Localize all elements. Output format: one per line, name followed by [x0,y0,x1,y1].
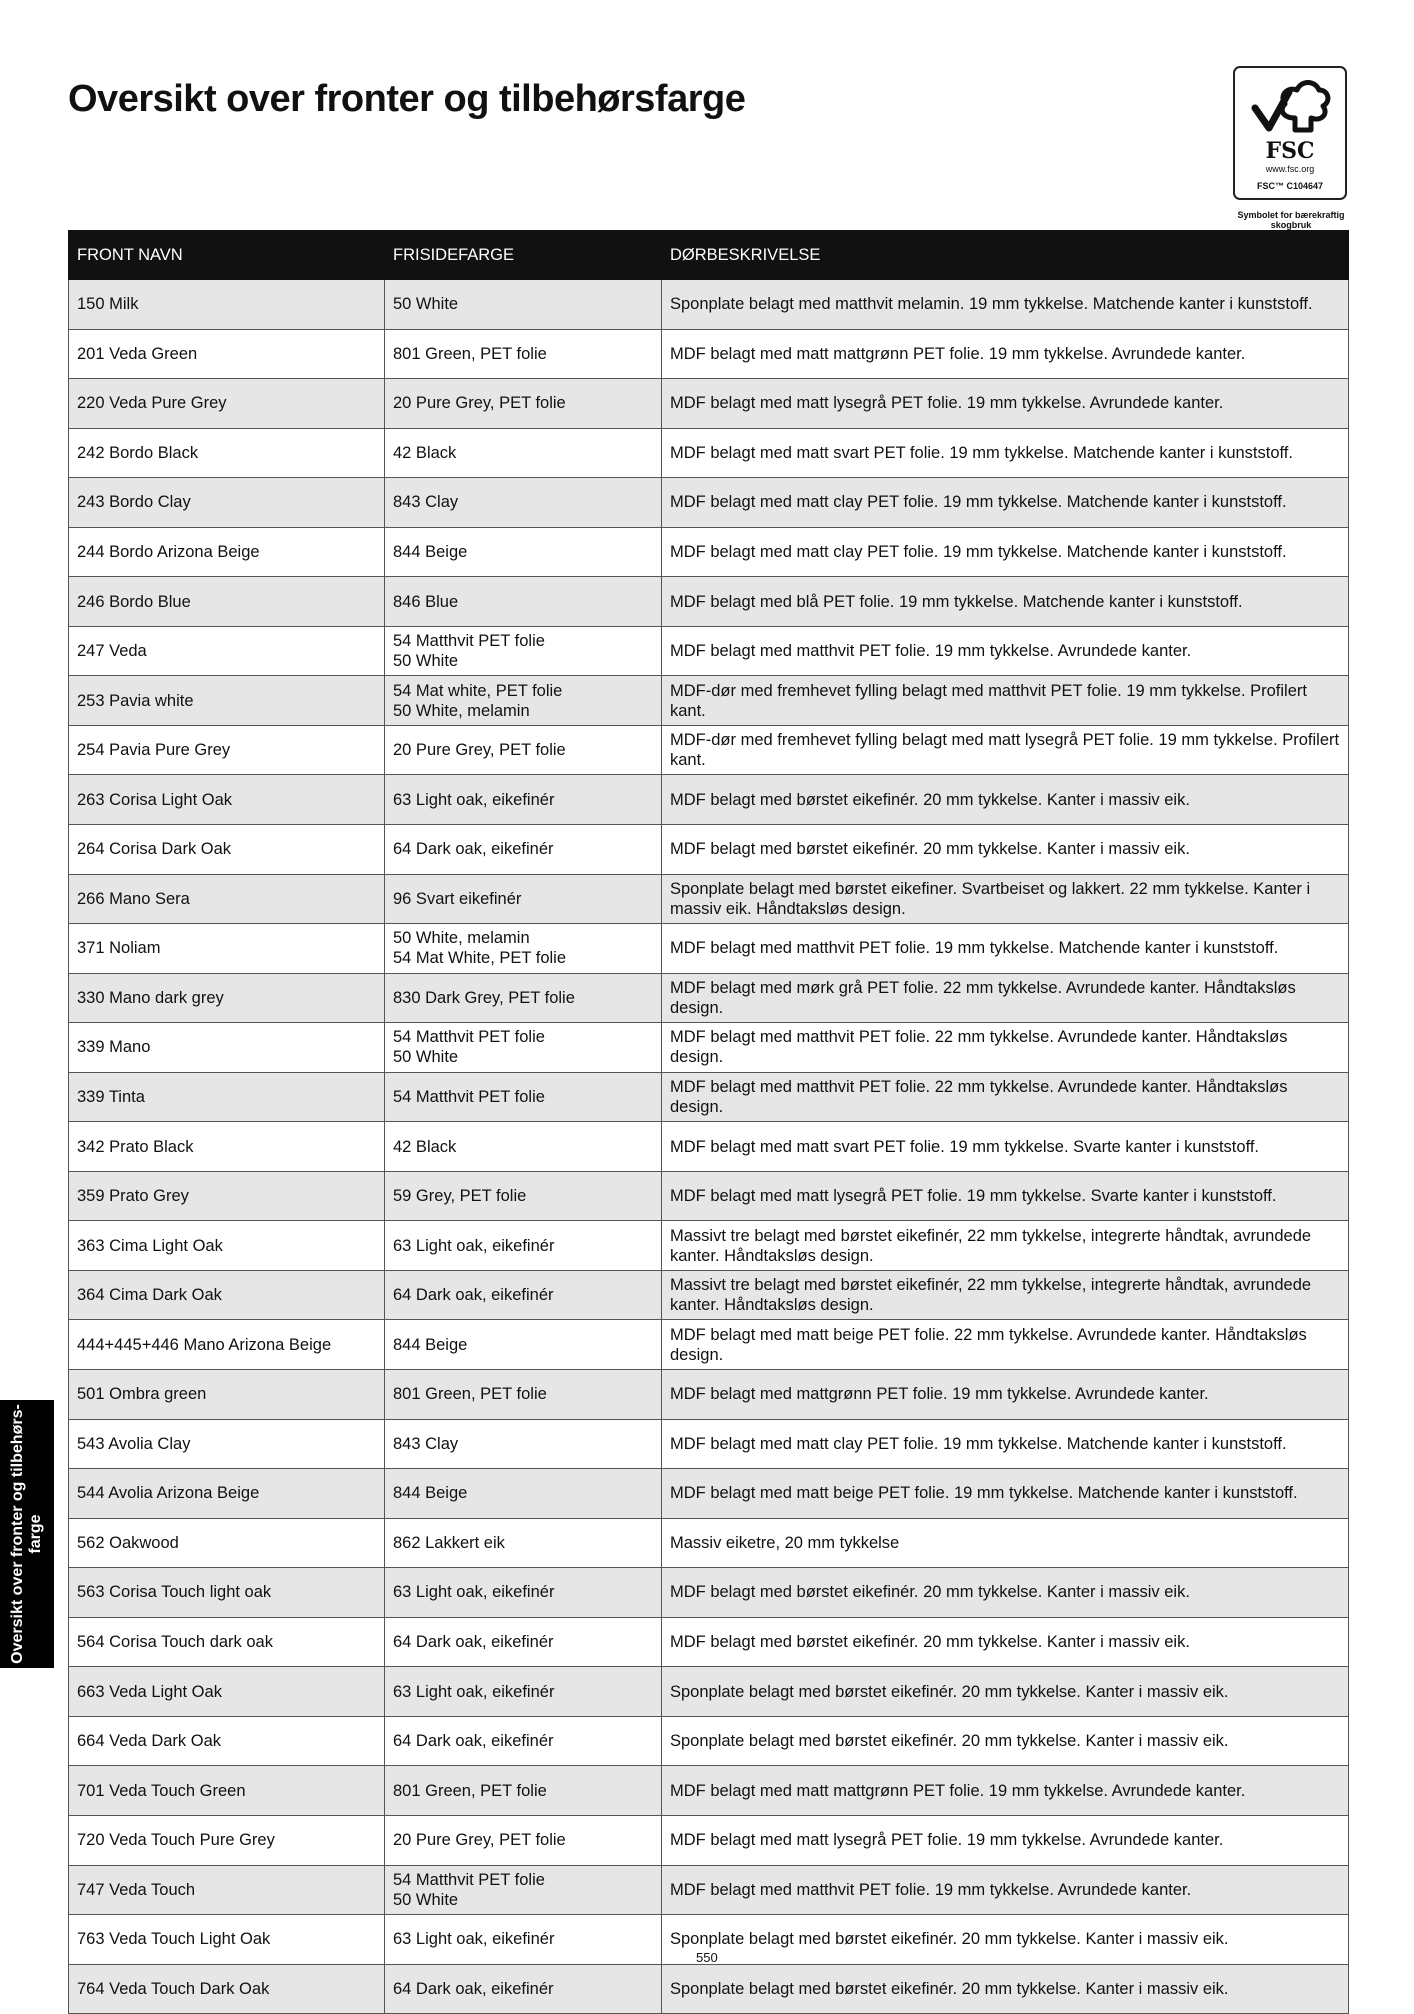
table-row [69,1667,1349,1717]
table-row [69,874,1349,924]
table-row [69,1964,1349,2014]
frame-color-cell: 54 Matthvit PET folie 50 White [385,1865,662,1915]
front-name-cell: 763 Veda Touch Light Oak [69,1915,385,1965]
frame-color-cell: 42 Black [385,1122,662,1172]
table-row [69,280,1349,330]
front-name-cell: 364 Cima Dark Oak [69,1270,385,1320]
frame-color-cell: 20 Pure Grey, PET folie [385,725,662,775]
table-row [69,1270,1349,1320]
front-name-cell: 544 Avolia Arizona Beige [69,1469,385,1519]
table-row [69,676,1349,726]
table-row [69,1766,1349,1816]
table-row [69,924,1349,974]
description-cell: MDF belagt med blå PET folie. 19 mm tykkelse. Matchende kanter i kunststoff. [662,577,1349,627]
front-name-cell: 266 Mano Sera [69,874,385,924]
front-name-cell: 246 Bordo Blue [69,577,385,627]
fsc-caption: Symbolet for bærekraftig skogbruk [1237,210,1345,230]
description-cell: Sponplate belagt med børstet eikefinér. 20 mm tykkelse. Kanter i massiv eik. [662,1964,1349,2014]
table-row [69,1419,1349,1469]
front-name-cell: 371 Noliam [69,924,385,974]
front-name-cell: 701 Veda Touch Green [69,1766,385,1816]
table-row [69,1122,1349,1172]
front-name-cell: 359 Prato Grey [69,1171,385,1221]
description-cell: MDF belagt med mørk grå PET folie. 22 mm tykkelse. Avrundede kanter. Håndtaksløs design. [662,973,1349,1023]
frame-color-cell: 54 Mat white, PET folie 50 White, melamin [385,676,662,726]
table-row [69,379,1349,429]
front-name-cell: 764 Veda Touch Dark Oak [69,1964,385,2014]
frame-color-cell: 801 Green, PET folie [385,1766,662,1816]
front-name-cell: 663 Veda Light Oak [69,1667,385,1717]
table-row [69,626,1349,676]
frame-color-cell: 63 Light oak, eikefinér [385,775,662,825]
description-cell: MDF belagt med børstet eikefinér. 20 mm tykkelse. Kanter i massiv eik. [662,1617,1349,1667]
description-cell: MDF belagt med matt svart PET folie. 19 mm tykkelse. Matchende kanter i kunststoff. [662,428,1349,478]
description-cell: MDF belagt med matt beige PET folie. 19 mm tykkelse. Matchende kanter i kunststoff. [662,1469,1349,1519]
fronts-table [68,230,1349,2014]
description-cell: Massivt tre belagt med børstet eikefinér, 22 mm tykkelse, integrerte håndtak, avrundede kanter. Håndtaksløs design. [662,1270,1349,1320]
frame-color-cell: 844 Beige [385,1320,662,1370]
table-row [69,1370,1349,1420]
description-cell: MDF belagt med matthvit PET folie. 22 mm tykkelse. Avrundede kanter. Håndtaksløs design. [662,1072,1349,1122]
frame-color-cell: 20 Pure Grey, PET folie [385,379,662,429]
front-name-cell: 501 Ombra green [69,1370,385,1420]
front-name-cell: 339 Tinta [69,1072,385,1122]
frame-color-cell: 843 Clay [385,1419,662,1469]
front-name-cell: 543 Avolia Clay [69,1419,385,1469]
header-door-description: DØRBESKRIVELSE [662,231,1349,280]
front-name-cell: 254 Pavia Pure Grey [69,725,385,775]
description-cell: MDF belagt med matt mattgrønn PET folie. 19 mm tykkelse. Avrundede kanter. [662,1766,1349,1816]
front-name-cell: 342 Prato Black [69,1122,385,1172]
description-cell: MDF belagt med matt lysegrå PET folie. 19 mm tykkelse. Svarte kanter i kunststoff. [662,1171,1349,1221]
front-name-cell: 562 Oakwood [69,1518,385,1568]
table-row [69,1815,1349,1865]
page-number: 550 [696,1950,718,1965]
header-frame-color: FRISIDEFARGE [385,231,662,280]
frame-color-cell: 64 Dark oak, eikefinér [385,1270,662,1320]
description-cell: Sponplate belagt med børstet eikefinér. 20 mm tykkelse. Kanter i massiv eik. [662,1667,1349,1717]
table-row [69,973,1349,1023]
description-cell: Massiv eiketre, 20 mm tykkelse [662,1518,1349,1568]
table-row [69,1865,1349,1915]
front-name-cell: 263 Corisa Light Oak [69,775,385,825]
description-cell: MDF belagt med børstet eikefinér. 20 mm tykkelse. Kanter i massiv eik. [662,1568,1349,1618]
fsc-license-code: FSC™ C104647 [1256,181,1324,191]
table-row [69,1072,1349,1122]
table-row [69,1023,1349,1073]
front-name-cell: 243 Bordo Clay [69,478,385,528]
description-cell: MDF belagt med matthvit PET folie. 19 mm tykkelse. Avrundede kanter. [662,1865,1349,1915]
description-cell: MDF-dør med fremhevet fylling belagt med matthvit PET folie. 19 mm tykkelse. Profilert kant. [662,676,1349,726]
frame-color-cell: 64 Dark oak, eikefinér [385,825,662,875]
frame-color-cell: 50 White, melamin 54 Mat White, PET folie [385,924,662,974]
frame-color-cell: 54 Matthvit PET folie 50 White [385,1023,662,1073]
table-row [69,1568,1349,1618]
frame-color-cell: 64 Dark oak, eikefinér [385,1716,662,1766]
frame-color-cell: 54 Matthvit PET folie [385,1072,662,1122]
description-cell: MDF belagt med matthvit PET folie. 19 mm tykkelse. Matchende kanter i kunststoff. [662,924,1349,974]
table-row [69,1221,1349,1271]
table-header-row [69,231,1349,280]
frame-color-cell: 59 Grey, PET folie [385,1171,662,1221]
front-name-cell: 253 Pavia white [69,676,385,726]
frame-color-cell: 843 Clay [385,478,662,528]
description-cell: MDF belagt med matt clay PET folie. 19 mm tykkelse. Matchende kanter i kunststoff. [662,1419,1349,1469]
front-name-cell: 242 Bordo Black [69,428,385,478]
front-name-cell: 244 Bordo Arizona Beige [69,527,385,577]
table-row [69,1171,1349,1221]
description-cell: MDF belagt med matt beige PET folie. 22 mm tykkelse. Avrundede kanter. Håndtaksløs design. [662,1320,1349,1370]
front-name-cell: 564 Corisa Touch dark oak [69,1617,385,1667]
front-name-cell: 363 Cima Light Oak [69,1221,385,1271]
description-cell: MDF belagt med matt mattgrønn PET folie. 19 mm tykkelse. Avrundede kanter. [662,329,1349,379]
frame-color-cell: 63 Light oak, eikefinér [385,1915,662,1965]
description-cell: Sponplate belagt med børstet eikefinér. 20 mm tykkelse. Kanter i massiv eik. [662,1716,1349,1766]
frame-color-cell: 801 Green, PET folie [385,1370,662,1420]
description-cell: MDF-dør med fremhevet fylling belagt med matt lysegrå PET folie. 19 mm tykkelse. Profilert kant. [662,725,1349,775]
table-row [69,1469,1349,1519]
front-name-cell: 330 Mano dark grey [69,973,385,1023]
frame-color-cell: 63 Light oak, eikefinér [385,1221,662,1271]
table-row [69,1320,1349,1370]
frame-color-cell: 64 Dark oak, eikefinér [385,1964,662,2014]
description-cell: Sponplate belagt med børstet eikefinér. 20 mm tykkelse. Kanter i massiv eik. [662,1915,1349,1965]
table-row [69,478,1349,528]
side-tab [0,1400,54,1668]
frame-color-cell: 846 Blue [385,577,662,627]
table-row [69,1716,1349,1766]
table-row [69,577,1349,627]
description-cell: MDF belagt med børstet eikefinér. 20 mm tykkelse. Kanter i massiv eik. [662,775,1349,825]
frame-color-cell: 64 Dark oak, eikefinér [385,1617,662,1667]
table-row [69,775,1349,825]
description-cell: MDF belagt med matt clay PET folie. 19 mm tykkelse. Matchende kanter i kunststoff. [662,478,1349,528]
fsc-url: www.fsc.org [1265,164,1315,174]
table-row [69,1617,1349,1667]
frame-color-cell: 862 Lakkert eik [385,1518,662,1568]
side-tab-label: Oversikt over fronter og tilbehørs-farge [9,1404,44,1664]
front-name-cell: 201 Veda Green [69,329,385,379]
description-cell: Sponplate belagt med børstet eikefiner. Svartbeiset og lakkert. 22 mm tykkelse. Kanter i massiv eik. Håndtaksløs design. [662,874,1349,924]
frame-color-cell: 830 Dark Grey, PET folie [385,973,662,1023]
description-cell: MDF belagt med matt lysegrå PET folie. 19 mm tykkelse. Avrundede kanter. [662,379,1349,429]
front-name-cell: 747 Veda Touch [69,1865,385,1915]
description-cell: MDF belagt med børstet eikefinér. 20 mm tykkelse. Kanter i massiv eik. [662,825,1349,875]
frame-color-cell: 96 Svart eikefinér [385,874,662,924]
table-row [69,725,1349,775]
table-body [69,280,1349,2014]
table-row [69,527,1349,577]
frame-color-cell: 844 Beige [385,1469,662,1519]
front-name-cell: 720 Veda Touch Pure Grey [69,1815,385,1865]
front-name-cell: 563 Corisa Touch light oak [69,1568,385,1618]
fsc-wordmark: FSC [1265,138,1315,164]
front-name-cell: 220 Veda Pure Grey [69,379,385,429]
frame-color-cell: 801 Green, PET folie [385,329,662,379]
page-title: Oversikt over fronter og tilbehørsfarge [68,78,746,120]
table-row [69,428,1349,478]
description-cell: MDF belagt med matt lysegrå PET folie. 19 mm tykkelse. Avrundede kanter. [662,1815,1349,1865]
front-name-cell: 444+445+446 Mano Arizona Beige [69,1320,385,1370]
description-cell: MDF belagt med matt clay PET folie. 19 mm tykkelse. Matchende kanter i kunststoff. [662,527,1349,577]
description-cell: MDF belagt med matthvit PET folie. 19 mm tykkelse. Avrundede kanter. [662,626,1349,676]
frame-color-cell: 20 Pure Grey, PET folie [385,1815,662,1865]
frame-color-cell: 42 Black [385,428,662,478]
frame-color-cell: 54 Matthvit PET folie 50 White [385,626,662,676]
frame-color-cell: 844 Beige [385,527,662,577]
front-name-cell: 150 Milk [69,280,385,330]
table-row [69,329,1349,379]
front-name-cell: 264 Corisa Dark Oak [69,825,385,875]
description-cell: MDF belagt med matt svart PET folie. 19 mm tykkelse. Svarte kanter i kunststoff. [662,1122,1349,1172]
front-name-cell: 339 Mano [69,1023,385,1073]
description-cell: Sponplate belagt med matthvit melamin. 19 mm tykkelse. Matchende kanter i kunststoff. [662,280,1349,330]
table-row [69,1518,1349,1568]
description-cell: MDF belagt med mattgrønn PET folie. 19 mm tykkelse. Avrundede kanter. [662,1370,1349,1420]
description-cell: MDF belagt med matthvit PET folie. 22 mm tykkelse. Avrundede kanter. Håndtaksløs design. [662,1023,1349,1073]
header-front-name: FRONT NAVN [69,231,385,280]
fsc-logo [1233,66,1347,200]
description-cell: Massivt tre belagt med børstet eikefinér, 22 mm tykkelse, integrerte håndtak, avrundede kanter. Håndtaksløs design. [662,1221,1349,1271]
front-name-cell: 247 Veda [69,626,385,676]
frame-color-cell: 63 Light oak, eikefinér [385,1667,662,1717]
table-row [69,825,1349,875]
frame-color-cell: 63 Light oak, eikefinér [385,1568,662,1618]
frame-color-cell: 50 White [385,280,662,330]
front-name-cell: 664 Veda Dark Oak [69,1716,385,1766]
tree-checkmark-icon [1249,78,1331,136]
